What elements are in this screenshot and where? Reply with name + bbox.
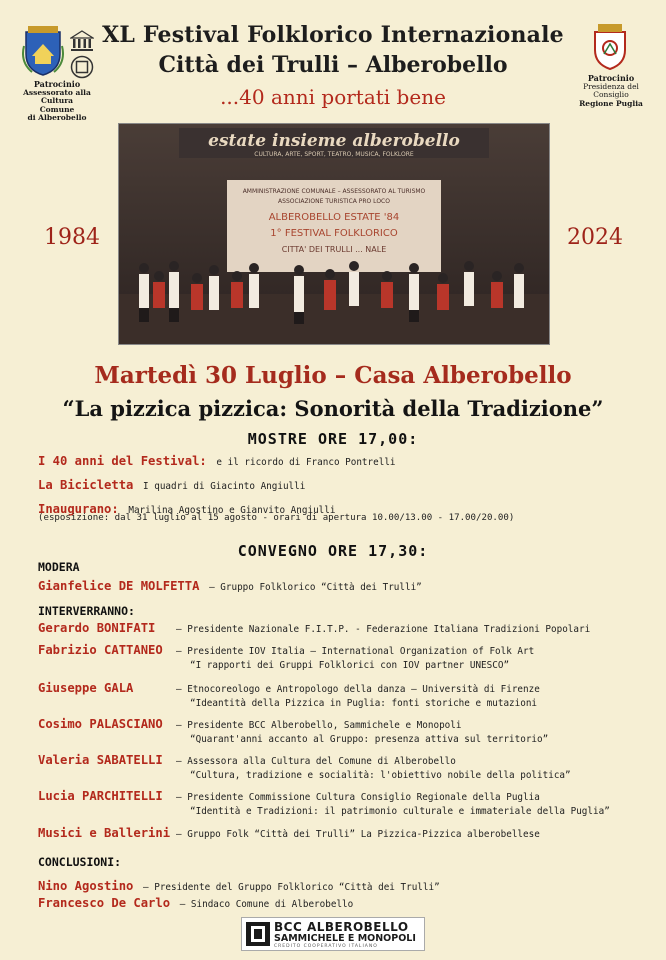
photo-banner-subtext: CULTURA, ARTE, SPORT, TEATRO, MUSICA, FOLKLORE (254, 151, 414, 158)
festival-location: Città dei Trulli – Alberobello (158, 52, 508, 78)
historic-festival-photo (118, 123, 550, 345)
patronage-label: Patrocinio (587, 73, 635, 83)
conclusioni-desc: – Sindaco Comune di Alberobello (179, 899, 354, 910)
inaugurano-label: Inaugurano: (38, 502, 119, 516)
festival-tagline: ...40 anni portati bene (220, 85, 446, 109)
bcc-mark-icon (246, 922, 270, 946)
bcc-sponsor-logo (241, 917, 425, 951)
speaker-name: Giuseppe GALA (38, 681, 134, 695)
year-end: 2024 (567, 225, 623, 250)
mostre-item-name: I 40 anni del Festival: (38, 454, 207, 468)
speaker-name: Musici e Ballerini (38, 826, 171, 840)
speaker-role: – Presidente IOV Italia – International Organization of Folk Art (176, 646, 535, 657)
photo-sign-line: ALBEROBELLO ESTATE '84 (268, 212, 400, 223)
speaker-role: – Presidente BCC Alberobello, Sammichele e Monopoli (176, 720, 462, 731)
speaker-name: Valeria SABATELLI (38, 753, 163, 767)
year-start: 1984 (44, 225, 100, 250)
conclusioni-name: Nino Agostino (38, 879, 134, 893)
speaker-talk: “Quarant'anni accanto al Gruppo: presenza attiva sul territorio” (190, 734, 549, 745)
speaker-talk: “Identità e Tradizioni: il patrimonio culturale e immateriale della Puglia” (190, 806, 610, 817)
moderator-desc: – Gruppo Folklorico “Città dei Trulli” (209, 582, 422, 593)
speaker-role: – Presidente Nazionale F.I.T.P. - Federazione Italiana Tradizioni Popolari (176, 624, 591, 635)
inaugurano-names: Marilina Agostino e Gianvito Angiulli (128, 505, 336, 516)
speaker-role: – Gruppo Folk “Città dei Trulli” La Pizzica-Pizzica alberobellese (176, 829, 540, 840)
bcc-line2: SAMMICHELE E MONOPOLI (274, 933, 416, 944)
photo-sign-line: 1° FESTIVAL FOLKLORICO (270, 228, 398, 239)
conclusioni-desc: – Presidente del Gruppo Folklorico “Città dei Trulli” (143, 882, 440, 893)
conclusioni-name: Francesco De Carlo (38, 896, 171, 910)
speaker-role: – Presidente Commissione Cultura Consiglio Regionale della Puglia (176, 792, 540, 803)
event-date: Martedì 30 Luglio – Casa Alberobello (94, 362, 572, 389)
moderator-name: Gianfelice DE MOLFETTA (38, 579, 200, 593)
patronage-line: Presidenza del Consiglio (583, 81, 639, 99)
patronage-label: Patrocinio (33, 79, 81, 89)
speaker-name: Lucia PARCHITELLI (38, 789, 163, 803)
photo-sign-line: CITTA' DEI TRULLI ... NALE (281, 245, 387, 254)
bcc-line1: BCC ALBEROBELLO (274, 920, 409, 934)
festival-title: XL Festival Folklorico Internazionale (102, 22, 564, 48)
patronage-line: di Alberobello (27, 113, 87, 122)
speaker-role: – Assessora alla Cultura del Comune di Alberobello (176, 756, 456, 767)
mostre-item (38, 450, 396, 470)
speaker-name: Cosimo PALASCIANO (38, 717, 163, 731)
convegno-heading: CONVEGNO ORE 17,30: (237, 542, 429, 560)
patronage-line: Comune (39, 104, 75, 114)
event-subtitle: “La pizzica pizzica: Sonorità della Tradizione” (62, 396, 604, 421)
mostre-item (38, 474, 305, 494)
speaker-talk: “Ideantità della Pizzica in Puglia: fonti storiche e mutazioni (190, 698, 538, 709)
speaker-name: Fabrizio CATTANEO (38, 643, 163, 657)
patronage-line: Assessorato alla Cultura (23, 87, 91, 105)
patronage-line: Regione Puglia (579, 98, 643, 108)
conclusioni-row (38, 892, 353, 912)
mostre-item-name: La Bicicletta (38, 478, 134, 492)
mostre-item-desc: I quadri di Giacinto Angiulli (143, 481, 306, 492)
mostre-heading: MOSTRE ORE 17,00: (247, 430, 419, 448)
speaker-role: – Etnocoreologo e Antropologo della danza – Università di Firenze (176, 684, 540, 695)
mostre-item-desc: e il ricordo di Franco Pontrelli (216, 457, 396, 468)
photo-sign-line: ASSOCIAZIONE TURISTICA PRO LOCO (278, 198, 390, 205)
modera-label: MODERA (38, 560, 80, 574)
bcc-line3: CREDITO COOPERATIVO ITALIANO (274, 944, 378, 949)
speaker-talk: “Cultura, tradizione e socialità: l'obiettivo nobile della politica” (190, 770, 571, 781)
interverranno-label: INTERVERRANNO: (38, 604, 135, 618)
moderator-row (38, 575, 422, 595)
photo-banner-text: estate insieme alberobello (208, 131, 460, 151)
speaker-talk: “I rapporti dei Gruppi Folklorici con IOV partner UNESCO” (190, 660, 510, 671)
photo-sign-line: AMMINISTRAZIONE COMUNALE – ASSESSORATO AL TURISMO (242, 188, 426, 195)
exhibit-note: (esposizione: dal 31 luglio al 15 agosto - orari di apertura 10.00/13.00 - 17.00/20.00) (38, 513, 515, 523)
conclusioni-label: CONCLUSIONI: (38, 855, 122, 869)
speaker-name: Gerardo BONIFATI (38, 621, 156, 635)
